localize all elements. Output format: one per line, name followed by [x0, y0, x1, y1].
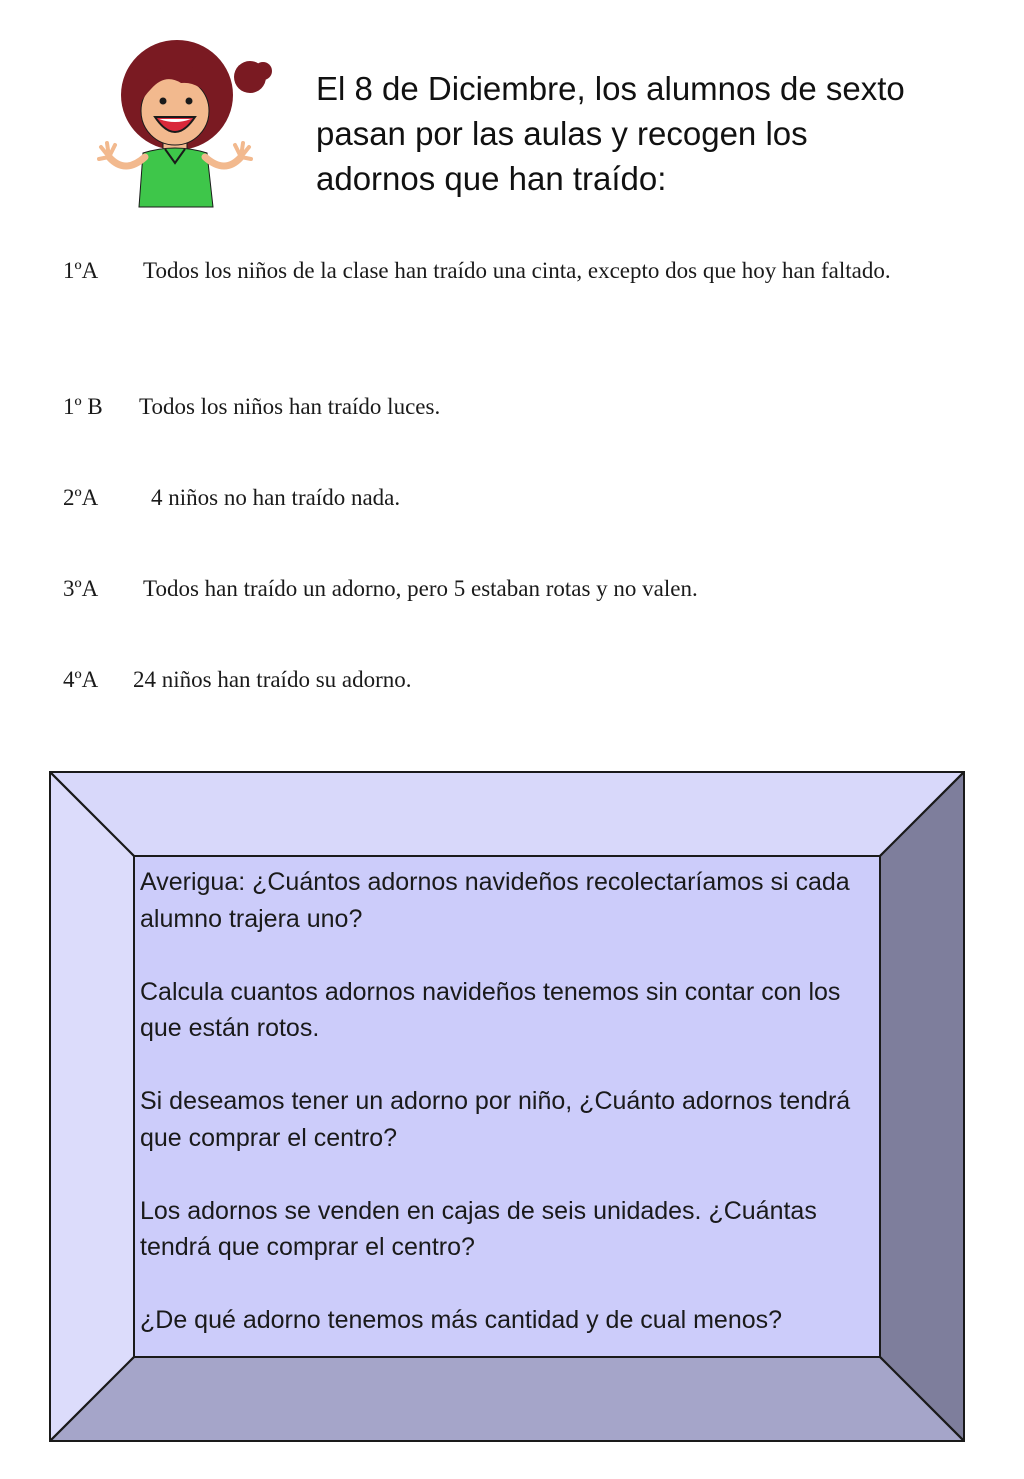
class-label: 4ºA — [63, 667, 99, 692]
class-entry — [63, 475, 923, 521]
class-label: 1º B — [63, 394, 103, 419]
class-description: 24 niños han traído su adorno. — [133, 667, 412, 692]
class-description: 4 niños no han traído nada. — [151, 485, 401, 510]
class-label: 1ºA — [63, 258, 99, 283]
question-text: Calcula cuantos adornos navideños tenemos sin contar con los que están rotos. — [140, 977, 841, 1042]
question-text: Si deseamos tener un adorno por niño, ¿Cuánto adornos tendrá que comprar el centro? — [140, 1087, 851, 1152]
frame-left — [50, 772, 134, 1441]
left-eye — [160, 98, 167, 105]
questions-block — [140, 864, 875, 1339]
class-label: 2ºA — [63, 485, 99, 510]
class-entry — [63, 657, 923, 703]
frame-bottom — [50, 1357, 964, 1441]
right-arm — [205, 157, 241, 166]
class-entry — [63, 248, 923, 294]
question-text: Averigua: ¿Cuántos adornos navideños recolectaríamos si cada alumno trajera uno? — [140, 868, 850, 933]
question-text: Los adornos se venden en cajas de seis unidades. ¿Cuántas tendrá que comprar el centro? — [140, 1196, 817, 1261]
girl-cartoon-svg — [95, 35, 275, 210]
frame-top — [50, 772, 964, 856]
class-entry — [63, 384, 923, 430]
right-eye — [186, 98, 193, 105]
left-arm — [109, 157, 145, 166]
class-description: Todos los niños de la clase han traído una cinta, excepto dos que hoy han faltado. — [143, 258, 891, 283]
class-description: Todos han traído un adorno, pero 5 estaban rotas y no valen. — [143, 576, 698, 601]
class-entry — [63, 566, 923, 612]
page-title: El 8 de Diciembre, los alumnos de sexto pasan por las aulas y recogen los adornos que han traído: — [316, 70, 905, 197]
ponytail-tip — [254, 62, 272, 80]
class-label: 3ºA — [63, 576, 99, 601]
girl-cartoon-icon — [95, 35, 275, 210]
class-description: Todos los niños han traído luces. — [139, 394, 441, 419]
question-text: ¿De qué adorno tenemos más cantidad y de cual menos? — [140, 1306, 783, 1334]
frame-right — [880, 772, 964, 1441]
